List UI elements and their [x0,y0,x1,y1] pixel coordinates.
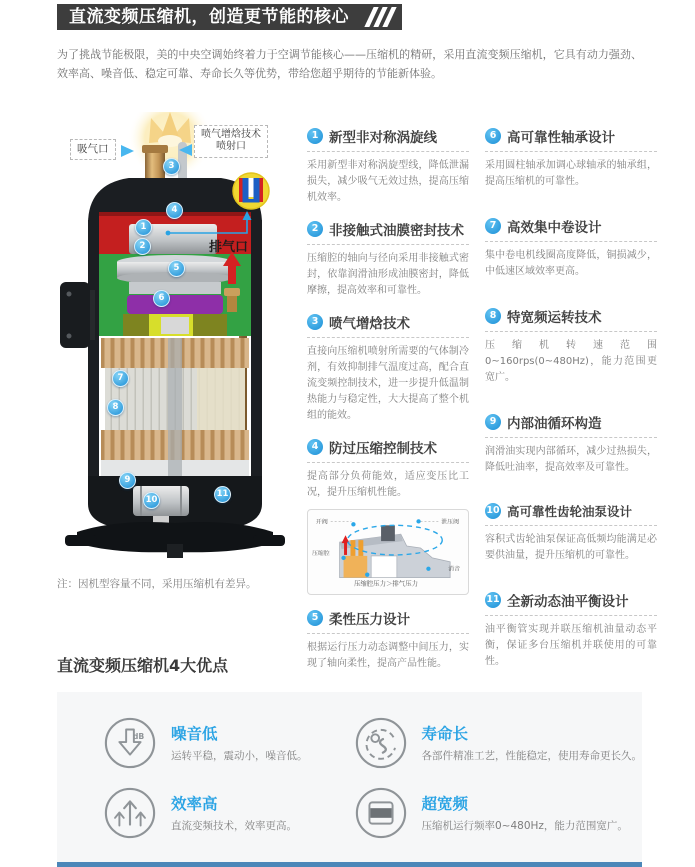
feature-item-6 [485,126,657,190]
advantage-wideband [354,786,643,840]
divider [307,337,469,338]
feature-description: 采用新型非对称涡旋型线，降低泄漏损失，减少吸气无效过热，提高压缩机效率。 [307,159,469,203]
feature-item-10 [485,502,657,564]
feature-description: 直接向压缩机喷射所需要的气体制冷剂，有效抑制排气温度过高，配合直流变频控制技术，进一步提升低温制热能力与稳定性，大大提高了整个机组的能效。 [307,345,469,421]
page-title: 直流变频压缩机，创造更节能的核心 [69,7,349,27]
suction-port-label: 吸气口 [70,139,116,160]
marker-4: 4 [166,202,183,219]
feature-number-badge: 5 [307,610,323,626]
compressor-illustration [57,112,297,572]
discharge-port-label: 排气口 [209,239,249,255]
advantage-lifespan [354,716,643,770]
feature-title: 特宽频运转技术 [507,309,602,326]
efficiency-icon [103,786,157,840]
marker-1: 1 [135,219,152,236]
feature-number-badge: 9 [485,414,501,430]
feature-item-5 [307,608,469,672]
feature-title: 非接触式油膜密封技术 [329,222,464,239]
marker-3: 3 [163,158,180,175]
feature-item-8 [485,306,657,386]
feature-description: 容积式齿轮油泵保证高低频均能满足必要供油量，提升压缩机的可靠性。 [485,533,657,561]
feature-list [307,126,657,669]
noise-low-icon [103,716,157,770]
feature-description: 油平衡管实现并联压缩机油量动态平衡，保证多台压缩机并联使用的可靠性。 [485,623,657,667]
feature-item-9 [485,412,657,476]
feature-number-badge: 8 [485,308,501,324]
feature-number-badge: 1 [307,128,323,144]
marker-6: 6 [153,290,170,307]
marker-5: 5 [168,260,185,277]
divider [485,437,657,438]
diagram-label-open-valve: 开阀 [315,518,328,525]
feature-title: 高可靠性轴承设计 [507,129,615,146]
feature-number-badge: 7 [485,218,501,234]
compressor-cutaway-diagram [57,112,297,617]
advantage-description: 压缩机运行频率0~480Hz，能力范围宽广。 [421,820,628,832]
divider [307,633,469,634]
feature-number-badge: 3 [307,314,323,330]
feature-description: 润滑油实现内部循环，减少过热损失，降低吐油率，提高效率及可靠性。 [485,445,657,473]
lifespan-icon [354,716,408,770]
marker-10: 10 [143,492,160,509]
page-title-bar [57,4,402,30]
advantage-title: 寿命长 [421,725,469,743]
feature-title: 柔性压力设计 [329,611,410,628]
compressor-base [65,476,285,558]
feature-title: 喷气增焓技术 [329,315,410,332]
diagram-caption: 压缩腔压力＞排气压力 [353,579,419,588]
feature-item-1 [307,126,469,206]
feature-description: 压缩机转速范围0~160rps(0~480Hz)，能力范围更宽广。 [485,339,657,383]
divider [485,241,657,242]
feature-title: 防过压缩控制技术 [329,440,437,457]
divider [485,525,657,526]
diagram-label-relief-valve: 泄压阀 [441,518,460,525]
advantages-title: 直流变频压缩机4大优点 [57,655,229,675]
diagonal-stripes-icon [369,7,392,27]
feature-description: 集中卷电机线圈高度降低，铜损减少，中低速区域效率更高。 [485,249,657,277]
shell-wall-right [251,220,262,480]
advantage-description: 运转平稳，震动小，噪音低。 [171,750,308,762]
feature-item-7 [485,216,657,280]
advantage-title: 效率高 [171,795,218,813]
injection-port-label: 喷气增焓技术 喷射口 [194,125,268,158]
terminal-box [60,282,95,348]
svg-text:dB: dB [132,731,145,741]
diagram-label-compression-chamber: 压缩腔 [311,550,330,557]
feature-title: 内部油循环构造 [507,415,602,432]
feature-title: 高效集中卷设计 [507,219,602,236]
feature-number-badge: 11 [485,592,501,608]
advantage-efficiency [103,786,354,840]
feature-item-2 [307,219,469,299]
advantage-description: 直流变频技术，效率更高。 [171,820,297,832]
feature-description: 根据运行压力动态调整中间压力，实现了轴向柔性，提高产品性能。 [307,641,469,669]
feature-title: 全新动态油平衡设计 [507,593,629,610]
advantages-panel [57,692,642,862]
feature-description: 压缩腔的轴向与径向采用非接触式密封，依靠润滑油形成油膜密封，降低摩擦，提高效率和可靠性。 [307,252,469,296]
marker-2: 2 [134,238,151,255]
feature-number-badge: 4 [307,439,323,455]
marker-9: 9 [119,472,136,489]
divider [307,462,469,463]
divider [485,615,657,616]
feature-item-11 [485,590,657,670]
shell-wall-left [88,220,99,480]
wideband-icon [354,786,408,840]
feature-title: 新型非对称涡旋线 [329,129,437,146]
diagram-label-muffler: 消音 [448,566,461,573]
advantage-noise-low [103,716,354,770]
advantage-description: 各部件精准工艺，性能稳定，使用寿命更长久。 [421,750,642,762]
divider [307,244,469,245]
marker-11: 11 [214,486,231,503]
arrow-left-icon [179,144,192,156]
feature-number-badge: 2 [307,221,323,237]
arrow-right-icon [121,145,134,157]
diagram-note: 注：因机型容量不同，采用压缩机有差异。 [57,577,257,590]
advantage-title: 超宽频 [421,795,469,813]
footer-accent-bar [57,862,642,867]
feature-description: 提高部分负荷能效，适应变压比工况，提升压缩机性能。 [307,470,469,498]
feature-number-badge: 10 [485,503,501,519]
divider [485,151,657,152]
advantage-title: 噪音低 [171,725,218,743]
feature-description: 采用圆柱轴承加调心球轴承的轴承组，提高压缩机的可靠性。 [485,159,657,187]
feature-number-badge: 6 [485,128,501,144]
intro-paragraph: 为了挑战节能极限，美的中央空调始终着力于空调节能核心——压缩机的精研，采用直流变频压缩机，它具有动力强劲、效率高、噪音低、稳定可靠、寿命长久等优势，带给您超乎期待的节能新体验。 [57,48,642,81]
anti-overcompression-diagram [307,509,469,595]
feature-item-3 [307,312,469,424]
divider [485,331,657,332]
feature-title: 高可靠性齿轮油泵设计 [507,503,633,519]
feature-item-4 [307,437,469,595]
marker-8: 8 [107,399,124,416]
divider [307,151,469,152]
marker-7: 7 [112,370,129,387]
